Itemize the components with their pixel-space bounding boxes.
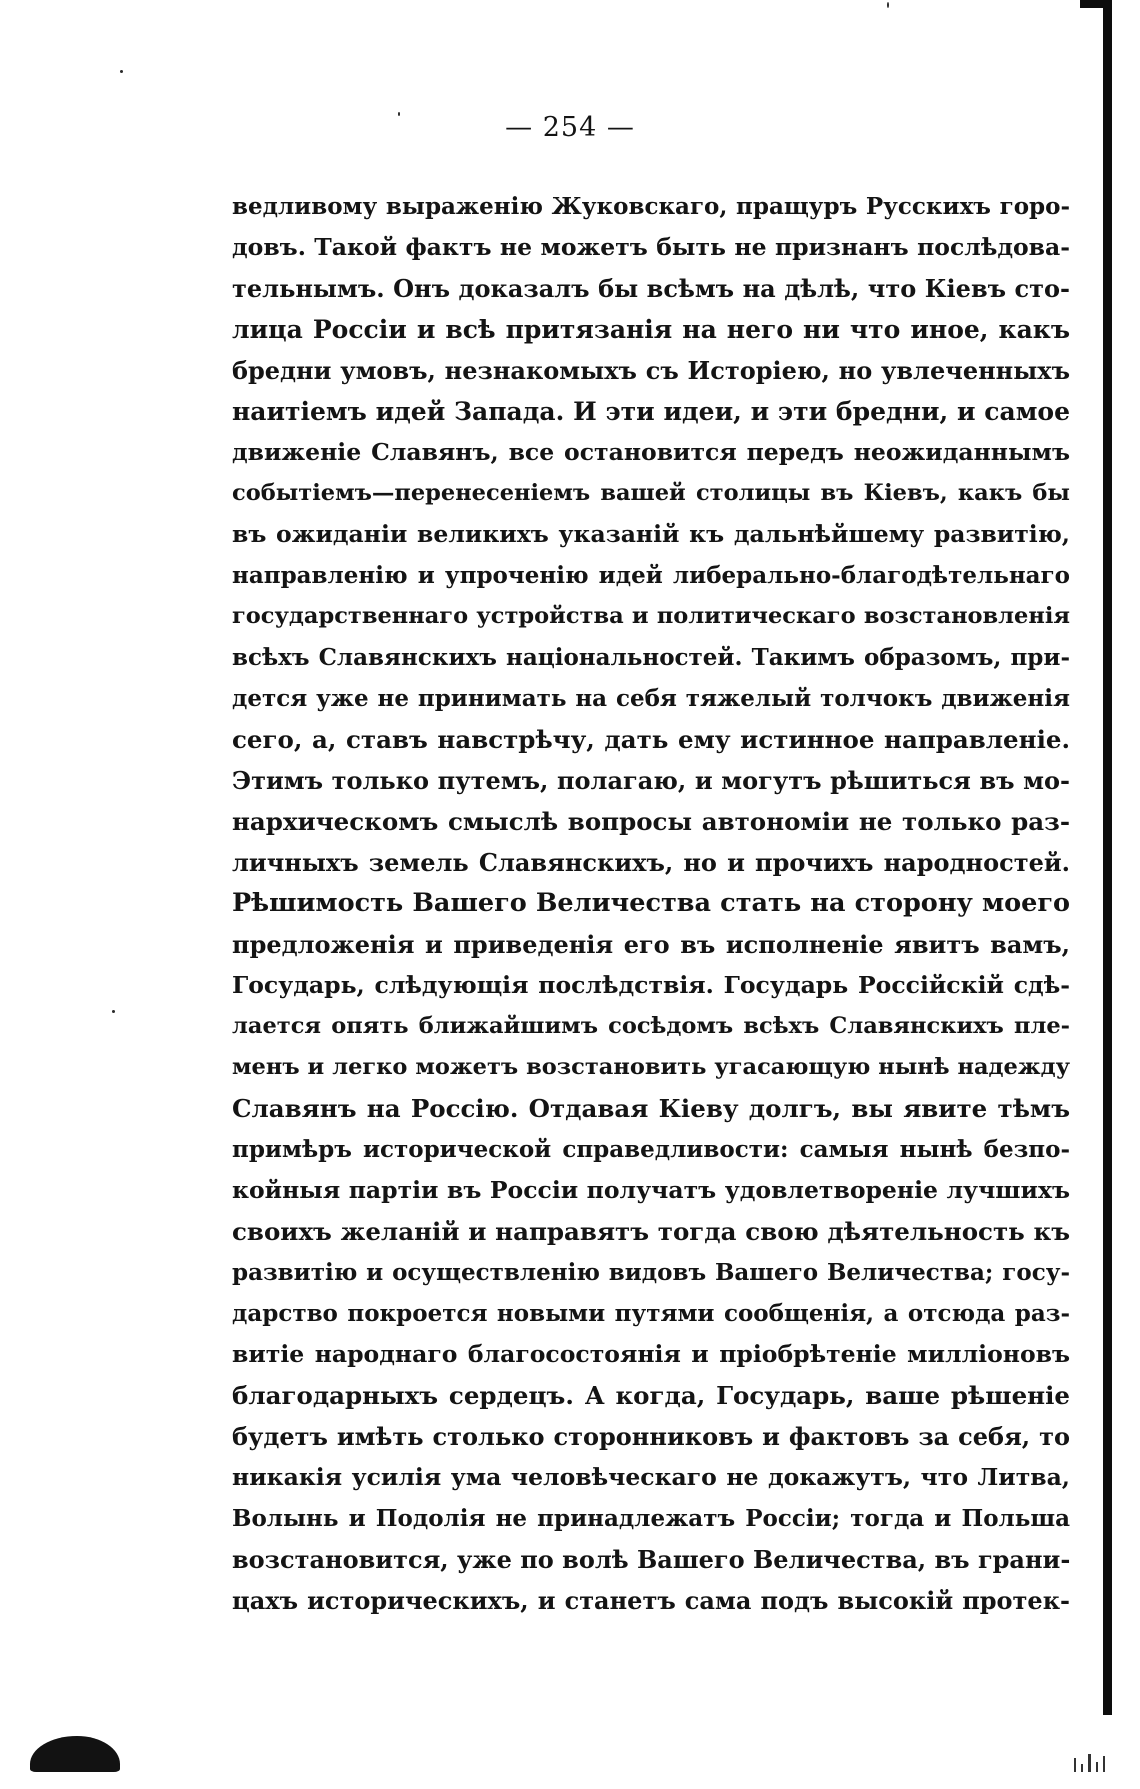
text-line: довъ. Такой фактъ не можетъ быть не признанъ послѣдова-	[232, 233, 1070, 261]
text-line: всѣхъ Славянскихъ національностей. Такимъ образомъ, при-	[232, 644, 1070, 671]
text-line: менъ и легко можетъ возстановить угасающую нынѣ надежду	[232, 1054, 1070, 1080]
text-line: развитію и осуществленію видовъ Вашего Величества; госу-	[232, 1259, 1070, 1286]
text-line: государственнаго устройства и политическаго возстановленія	[232, 603, 1070, 629]
scan-speck	[120, 70, 123, 73]
text-line: дется уже не принимать на себя тяжелый толчокъ движенія	[232, 685, 1070, 712]
text-line: благодарныхъ сердецъ. А когда, Государь, ваше рѣшеніе	[232, 1381, 1070, 1410]
scan-edge-mark	[1072, 1752, 1112, 1772]
text-line: Славянъ на Россію. Отдавая Кіеву долгъ, вы явите тѣмъ	[232, 1094, 1070, 1123]
text-line: витіе народнаго благосостоянія и пріобрѣтеніе милліоновъ	[232, 1340, 1070, 1368]
text-line: своихъ желаній и направятъ тогда свою дѣятельность къ	[232, 1217, 1070, 1246]
text-line: предложенія и приведенія его въ исполненіе явитъ вамъ,	[232, 930, 1070, 959]
text-line: личныхъ земель Славянскихъ, но и прочихъ народностей.	[232, 848, 1070, 877]
scan-speck	[112, 1010, 115, 1013]
page-number: — 254 —	[505, 112, 635, 143]
text-line: дарство покроется новыми путями сообщенія, а отсюда раз-	[232, 1300, 1070, 1327]
text-line: примѣръ исторической справедливости: самыя нынѣ безпо-	[232, 1136, 1070, 1163]
text-line: будетъ имѣть столько сторонниковъ и фактовъ за себя, то	[232, 1422, 1070, 1451]
text-line: движеніе Славянъ, все остановится передъ неожиданнымъ	[232, 438, 1070, 466]
text-line: нархическомъ смыслѣ вопросы автономіи не только раз-	[232, 807, 1070, 836]
text-line: возстановится, уже по волѣ Вашего Величества, въ грани-	[232, 1545, 1071, 1574]
page-edge-rule	[1103, 0, 1112, 1715]
text-line: въ ожиданіи великихъ указаній къ дальнѣйшему развитію,	[232, 520, 1070, 548]
text-line: лается опять ближайшимъ сосѣдомъ всѣхъ Славянскихъ пле-	[232, 1013, 1070, 1039]
scan-speck	[398, 112, 400, 116]
text-line: наитіемъ идей Запада. И эти идеи, и эти бредни, и самое	[232, 397, 1070, 426]
text-line: никакія усилія ума человѣческаго не докажутъ, что Литва,	[232, 1463, 1070, 1491]
text-line: направленію и упроченію идей либерально-благодѣтельнаго	[232, 562, 1070, 589]
text-line: цахъ историческихъ, и станетъ сама подъ высокій протек-	[232, 1586, 1070, 1615]
text-line: Рѣшимость Вашего Величества стать на сторону моего	[232, 888, 1070, 918]
scan-speck	[887, 2, 889, 8]
scan-smudge	[30, 1736, 120, 1772]
text-line: событіемъ—перенесеніемъ вашей столицы въ Кіевъ, какъ бы	[232, 480, 1070, 506]
text-line: Государь, слѣдующія послѣдствія. Государь Россійскій сдѣ-	[232, 971, 1070, 999]
text-line: койныя партіи въ Россіи получатъ удовлетвореніе лучшихъ	[232, 1176, 1070, 1204]
body-text	[232, 186, 1070, 1621]
text-line: Этимъ только путемъ, полагаю, и могутъ рѣшиться въ мо-	[232, 766, 1070, 795]
text-line: тельнымъ. Онъ доказалъ бы всѣмъ на дѣлѣ, что Кіевъ сто-	[232, 274, 1070, 303]
text-line: лица Россіи и всѣ притязанія на него ни что иное, какъ	[232, 315, 1070, 344]
text-line: бредни умовъ, незнакомыхъ съ Исторіею, но увлеченныхъ	[232, 356, 1070, 385]
text-line: сего, а, ставъ навстрѣчу, дать ему истинное направленіе.	[232, 725, 1070, 754]
text-line: Волынь и Подолія не принадлежатъ Россіи; тогда и Польша	[232, 1505, 1070, 1532]
text-line: ведливому выраженію Жуковскаго, пращуръ Русскихъ горо-	[232, 193, 1070, 220]
